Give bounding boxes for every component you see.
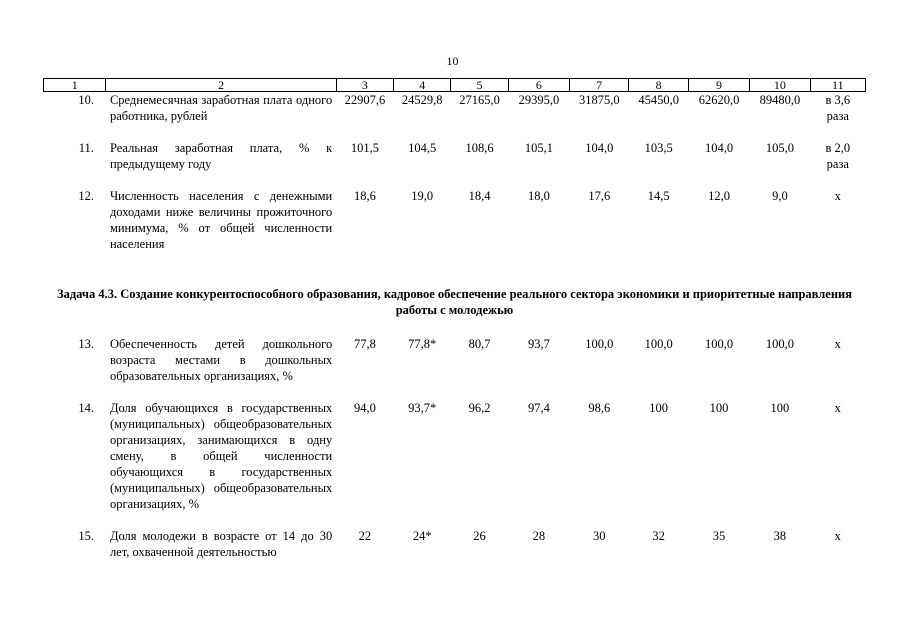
- indicator-value: 29395,0: [518, 93, 560, 107]
- indicator-value: 100,0: [585, 337, 614, 351]
- row-number: 15.: [78, 529, 94, 543]
- indicator-value: 94,0: [353, 401, 376, 415]
- indicator-value: 93,7*: [408, 401, 437, 415]
- change-value: х: [834, 189, 841, 203]
- indicator-value: 35: [712, 529, 726, 543]
- indicator-value: 77,8: [353, 337, 376, 351]
- indicator-value: 104,0: [704, 141, 734, 155]
- indicator-value: 45450,0: [638, 93, 679, 107]
- column-header: 2: [106, 79, 336, 92]
- column-header: 11: [810, 79, 865, 92]
- indicator-value: 26: [473, 529, 486, 543]
- row-number: 12.: [78, 189, 94, 203]
- table-row: [44, 528, 866, 560]
- indicator-value: 12,0: [708, 189, 730, 203]
- indicator-value: 97,4: [527, 401, 550, 415]
- indicator-value: 22: [358, 529, 372, 543]
- row-number: 11.: [78, 141, 94, 155]
- indicator-name: Численность населения с денежными доходами ниже величины прожиточного минимума, % от общей численности населения: [109, 189, 333, 251]
- indicator-value: 18,4: [468, 189, 491, 203]
- indicator-value: 19,0: [411, 189, 434, 203]
- indicator-value: 24*: [412, 529, 432, 543]
- column-header: 6: [508, 79, 569, 92]
- indicator-name: Реальная заработная плата, % к предыдущему году: [109, 141, 333, 171]
- indicator-value: 105,0: [765, 141, 794, 155]
- indicator-value: 96,2: [468, 401, 491, 415]
- table-row: [44, 400, 866, 512]
- indicator-value: 22907,6: [344, 93, 386, 107]
- indicator-value: 104,5: [408, 141, 437, 155]
- indicator-value: 38: [773, 529, 787, 543]
- indicator-value: 17,6: [588, 189, 611, 203]
- indicator-value: 9,0: [772, 189, 788, 203]
- row-number: 10.: [78, 93, 94, 107]
- change-value: х: [834, 529, 841, 543]
- indicator-value: 108,6: [465, 141, 494, 155]
- indicator-value: 101,5: [350, 141, 379, 155]
- indicator-value: 98,6: [588, 401, 611, 415]
- indicator-value: 89480,0: [759, 93, 801, 107]
- indicator-value: 100,0: [644, 337, 673, 351]
- indicator-value: 100,0: [704, 337, 734, 351]
- indicator-value: 27165,0: [459, 93, 500, 107]
- table-row: [44, 336, 866, 384]
- column-number-row: [44, 79, 866, 92]
- task-heading-row: [44, 286, 866, 318]
- row-number: 14.: [78, 401, 94, 415]
- column-header: 10: [750, 79, 810, 92]
- column-header: 7: [570, 79, 629, 92]
- indicator-value: 31875,0: [578, 93, 620, 107]
- column-header: 4: [394, 79, 451, 92]
- indicator-value: 32: [652, 529, 665, 543]
- indicator-value: 18,0: [527, 189, 550, 203]
- column-header: 5: [451, 79, 508, 92]
- indicator-value: 104,0: [585, 141, 614, 155]
- indicator-value: 62620,0: [698, 93, 740, 107]
- change-value: х: [834, 401, 841, 415]
- column-header: 1: [44, 79, 106, 92]
- indicator-name: Доля обучающихся в государственных (муниципальных) общеобразовательных организациях, занимающихся в одну смену, в общей численности обучающихся в государственных (муниципальных) общеобразовательных организациях, %: [109, 401, 333, 511]
- indicator-value: 30: [593, 529, 606, 543]
- table-row: [44, 188, 866, 252]
- indicator-value: 80,7: [468, 337, 491, 351]
- indicator-value: 100: [649, 401, 668, 415]
- indicators-table: [43, 78, 866, 560]
- indicator-value: 103,5: [644, 141, 673, 155]
- task-heading: Задача 4.3. Создание конкурентоспособного образования, кадровое обеспечение реального сектора экономики и приоритетные направления работы с молодежью: [56, 287, 853, 317]
- indicator-value: 28: [532, 529, 546, 543]
- table-row: [44, 92, 866, 125]
- indicator-value: 18,6: [353, 189, 376, 203]
- indicator-value: 100: [709, 401, 729, 415]
- indicator-name: Доля молодежи в возрасте от 14 до 30 лет, охваченной деятельностью: [109, 529, 333, 559]
- change-value: в 2,0 раза: [825, 141, 851, 171]
- row-number: 13.: [78, 337, 94, 351]
- indicator-name: Обеспеченность детей дошкольного возраста местами в дошкольных образовательных организациях, %: [109, 337, 333, 383]
- column-header: 8: [629, 79, 688, 92]
- indicator-value: 77,8*: [408, 337, 437, 351]
- page-number: 10: [446, 54, 459, 68]
- column-header: 3: [336, 79, 393, 92]
- indicator-value: 105,1: [524, 141, 553, 155]
- indicator-name: Среднемесячная заработная плата одного работника, рублей: [109, 93, 333, 123]
- indicator-value: 14,5: [647, 189, 670, 203]
- indicator-value: 24529,8: [401, 93, 443, 107]
- indicator-value: 93,7: [527, 337, 550, 351]
- change-value: х: [834, 337, 841, 351]
- indicator-value: 100,0: [765, 337, 794, 351]
- change-value: в 3,6 раза: [825, 93, 851, 123]
- table-row: [44, 140, 866, 172]
- column-header: 9: [688, 79, 749, 92]
- indicator-value: 100: [770, 401, 790, 415]
